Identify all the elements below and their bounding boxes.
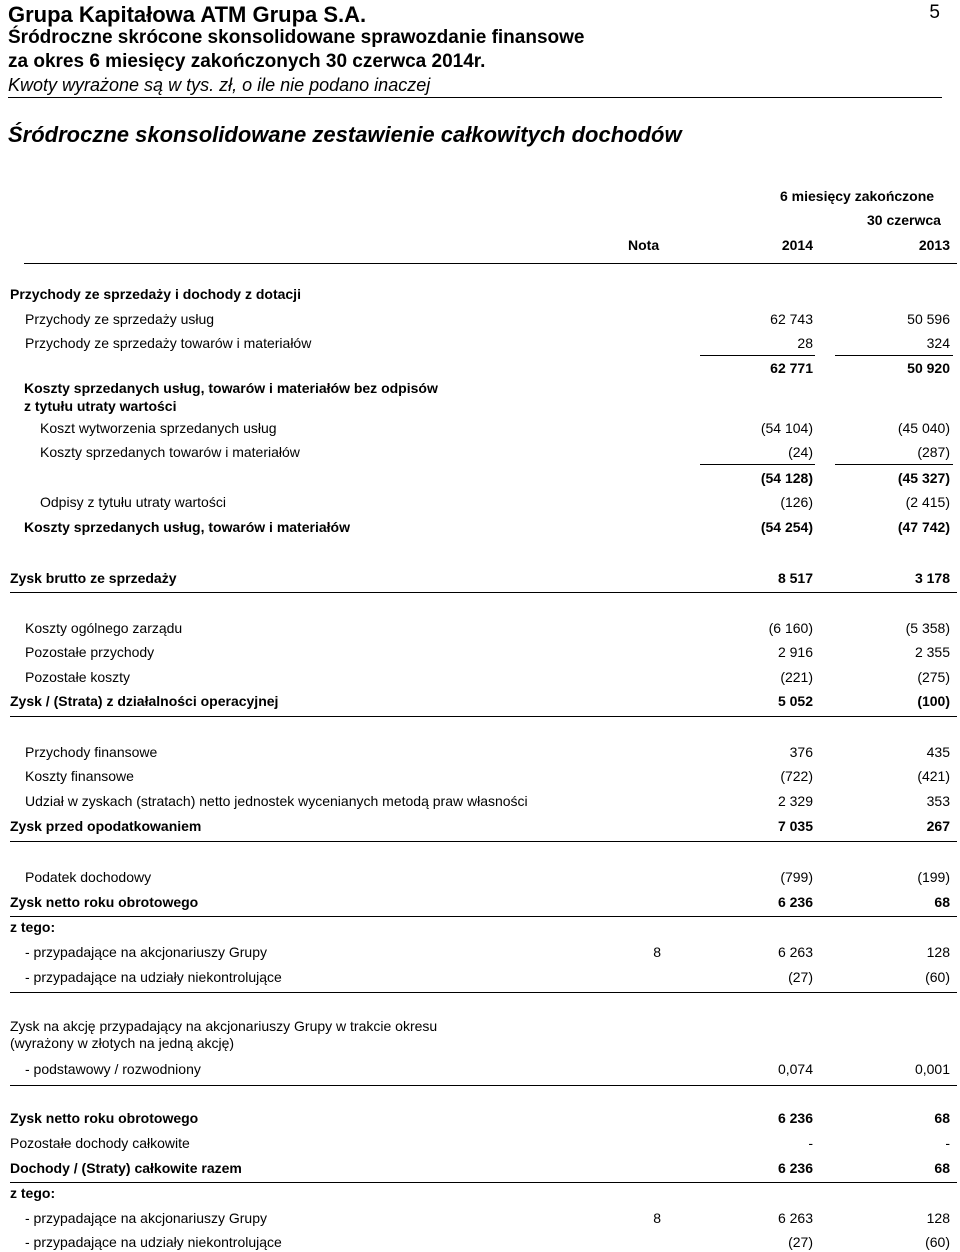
table-row bbox=[0, 1061, 960, 1079]
value-2013: (2 415) bbox=[905, 494, 950, 510]
row-label: Przychody finansowe bbox=[25, 744, 158, 760]
value-2013: (5 358) bbox=[905, 620, 950, 636]
value-2014: (54 104) bbox=[760, 420, 813, 436]
table-row bbox=[0, 693, 960, 711]
column-year-2014: 2014 bbox=[781, 237, 813, 253]
value-2013: (287) bbox=[917, 444, 950, 460]
row-label: Pozostałe koszty bbox=[25, 669, 131, 685]
units-note: Kwoty wyrażone są w tys. zł, o ile nie podano inaczej bbox=[8, 75, 431, 95]
row-label: Pozostałe dochody całkowite bbox=[10, 1135, 190, 1151]
table-row bbox=[0, 494, 960, 512]
value-2013: 3 178 bbox=[914, 570, 950, 586]
table-row bbox=[0, 669, 960, 687]
table-row bbox=[0, 570, 960, 588]
table-row bbox=[0, 1185, 960, 1203]
table-row bbox=[0, 919, 960, 937]
value-2013: (47 742) bbox=[897, 519, 950, 535]
row-label: Koszty sprzedanych towarów i materiałów bbox=[40, 444, 300, 460]
total-rule bbox=[10, 716, 957, 717]
value-2014: 6 236 bbox=[777, 1160, 813, 1176]
row-label: z tytułu utraty wartości bbox=[24, 398, 177, 414]
value-2014: (54 254) bbox=[760, 519, 813, 535]
value-2013: 50 596 bbox=[907, 311, 950, 327]
table-row bbox=[0, 818, 960, 836]
value-2013: 353 bbox=[926, 793, 950, 809]
table-row bbox=[0, 620, 960, 638]
row-label: Przychody ze sprzedaży towarów i materiałów bbox=[25, 335, 312, 351]
value-2013: 324 bbox=[926, 335, 950, 351]
table-row bbox=[0, 380, 960, 398]
column-header-rule bbox=[24, 263, 957, 264]
table-row bbox=[0, 969, 960, 987]
value-2013: (60) bbox=[925, 969, 950, 985]
report-title: Śródroczne skrócone skonsolidowane sprawozdanie finansowe bbox=[8, 27, 585, 48]
value-2014: (6 160) bbox=[768, 620, 813, 636]
value-2014: 7 035 bbox=[777, 818, 813, 834]
row-label: Pozostałe przychody bbox=[25, 644, 155, 660]
table-row bbox=[0, 644, 960, 662]
table-row bbox=[0, 944, 960, 962]
row-label: Podatek dochodowy bbox=[25, 869, 152, 885]
value-2014: 2 329 bbox=[777, 793, 813, 809]
value-2013: 68 bbox=[934, 894, 950, 910]
row-label: Przychody ze sprzedaży usług bbox=[25, 311, 215, 327]
subtotal-rule bbox=[700, 355, 815, 356]
value-2013: (421) bbox=[917, 768, 950, 784]
value-2014: 62 771 bbox=[770, 360, 813, 376]
value-2014: (126) bbox=[780, 494, 813, 510]
value-2014: 5 052 bbox=[777, 693, 813, 709]
value-2013: (100) bbox=[917, 693, 950, 709]
value-2014: 6 263 bbox=[777, 1210, 813, 1226]
eps-heading: Zysk na akcję przypadający na akcjonariuszy Grupy w trakcie okresu bbox=[10, 1018, 438, 1034]
value-2013: (60) bbox=[925, 1234, 950, 1250]
row-label: Zysk netto roku obrotowego bbox=[10, 1110, 199, 1126]
row-label: Udział w zyskach (stratach) netto jednostek wycenianych metodą praw własności bbox=[25, 793, 528, 809]
column-period-label: 6 miesięcy zakończone bbox=[780, 188, 935, 204]
table-row bbox=[0, 420, 960, 438]
value-2014: - bbox=[808, 1135, 813, 1151]
value-2013: 267 bbox=[926, 818, 950, 834]
total-rule bbox=[10, 841, 957, 842]
value-2013: (275) bbox=[917, 669, 950, 685]
statement-title: Śródroczne skonsolidowane zestawienie całkowitych dochodów bbox=[8, 122, 682, 147]
value-2014: 2 916 bbox=[777, 644, 813, 660]
table-row bbox=[0, 1210, 960, 1228]
table-row bbox=[0, 360, 960, 378]
subtotal-rule bbox=[835, 355, 953, 356]
value-2013: 68 bbox=[934, 1160, 950, 1176]
row-label: Dochody / (Straty) całkowite razem bbox=[10, 1160, 242, 1176]
value-2013: (45 327) bbox=[897, 470, 950, 486]
row-label: z tego: bbox=[10, 919, 56, 935]
value-2013: (199) bbox=[917, 869, 950, 885]
table-row bbox=[0, 869, 960, 887]
row-label: Koszty sprzedanych usług, towarów i materiałów bbox=[24, 519, 350, 535]
value-2013: 435 bbox=[926, 744, 950, 760]
value-2014: (24) bbox=[788, 444, 813, 460]
row-label: - przypadające na udziały niekontrolujące bbox=[25, 969, 282, 985]
row-label: Przychody ze sprzedaży i dochody z dotacji bbox=[10, 286, 301, 302]
row-label: Zysk przed opodatkowaniem bbox=[10, 818, 202, 834]
total-rule bbox=[10, 992, 957, 993]
row-label: Koszt wytworzenia sprzedanych usług bbox=[40, 420, 277, 436]
company-name: Grupa Kapitałowa ATM Grupa S.A. bbox=[8, 2, 367, 27]
column-note-header: Nota bbox=[628, 237, 660, 253]
table-row bbox=[0, 1234, 960, 1252]
value-2013: 128 bbox=[926, 944, 950, 960]
value-2014: (221) bbox=[780, 669, 813, 685]
report-period: za okres 6 miesięcy zakończonych 30 czerwca 2014r. bbox=[8, 51, 486, 72]
table-row bbox=[0, 398, 960, 416]
value-2014: 62 743 bbox=[770, 311, 813, 327]
value-2014: 0,074 bbox=[777, 1061, 813, 1077]
value-2013: 2 355 bbox=[914, 644, 950, 660]
row-label: Zysk / (Strata) z działalności operacyjnej bbox=[10, 693, 279, 709]
value-2014: (27) bbox=[788, 1234, 813, 1250]
subtotal-rule bbox=[700, 464, 815, 465]
value-2014: (799) bbox=[780, 869, 813, 885]
total-rule bbox=[10, 592, 957, 593]
row-label: - przypadające na akcjonariuszy Grupy bbox=[25, 944, 268, 960]
row-label: Zysk netto roku obrotowego bbox=[10, 894, 199, 910]
row-note: 8 bbox=[653, 1210, 661, 1226]
value-2013: (45 040) bbox=[897, 420, 950, 436]
page-number: 5 bbox=[929, 2, 940, 23]
value-2014: (54 128) bbox=[760, 470, 813, 486]
subtotal-rule bbox=[835, 464, 953, 465]
value-2013: 128 bbox=[926, 1210, 950, 1226]
value-2014: 6 236 bbox=[777, 894, 813, 910]
row-label: Koszty sprzedanych usług, towarów i materiałów bez odpisów bbox=[24, 380, 438, 396]
table-row bbox=[0, 335, 960, 353]
row-label: Koszty finansowe bbox=[25, 768, 134, 784]
value-2014: 6 236 bbox=[777, 1110, 813, 1126]
row-label: Odpisy z tytułu utraty wartości bbox=[40, 494, 226, 510]
value-2013: 50 920 bbox=[907, 360, 950, 376]
value-2013: - bbox=[945, 1135, 950, 1151]
total-rule bbox=[10, 1085, 957, 1086]
value-2013: 0,001 bbox=[914, 1061, 950, 1077]
row-label: - przypadające na akcjonariuszy Grupy bbox=[25, 1210, 268, 1226]
table-row bbox=[0, 744, 960, 762]
value-2014: 6 263 bbox=[777, 944, 813, 960]
table-row bbox=[0, 1110, 960, 1128]
total-rule bbox=[10, 1182, 957, 1183]
value-2014: (722) bbox=[780, 768, 813, 784]
row-label: - przypadające na udziały niekontrolujące bbox=[25, 1234, 282, 1250]
value-2014: 28 bbox=[797, 335, 813, 351]
value-2013: 68 bbox=[934, 1110, 950, 1126]
table-row bbox=[0, 311, 960, 329]
column-year-2013: 2013 bbox=[918, 237, 950, 253]
table-row bbox=[0, 894, 960, 912]
table-row bbox=[0, 1135, 960, 1153]
eps-subheading: (wyrażony w złotych na jedną akcję) bbox=[10, 1035, 235, 1051]
table-row bbox=[0, 286, 960, 304]
row-label: Koszty ogólnego zarządu bbox=[25, 620, 183, 636]
row-label: - podstawowy / rozwodniony bbox=[25, 1061, 201, 1077]
row-note: 8 bbox=[653, 944, 661, 960]
column-date-label: 30 czerwca bbox=[867, 212, 941, 228]
row-label: z tego: bbox=[10, 1185, 56, 1201]
table-row bbox=[0, 768, 960, 786]
table-row bbox=[0, 444, 960, 462]
table-row bbox=[0, 793, 960, 811]
table-row bbox=[0, 1160, 960, 1178]
total-rule bbox=[10, 916, 957, 917]
header-divider bbox=[8, 97, 942, 98]
value-2014: 8 517 bbox=[777, 570, 813, 586]
table-row bbox=[0, 470, 960, 488]
value-2014: (27) bbox=[788, 969, 813, 985]
table-row bbox=[0, 519, 960, 537]
value-2014: 376 bbox=[789, 744, 813, 760]
row-label: Zysk brutto ze sprzedaży bbox=[10, 570, 177, 586]
